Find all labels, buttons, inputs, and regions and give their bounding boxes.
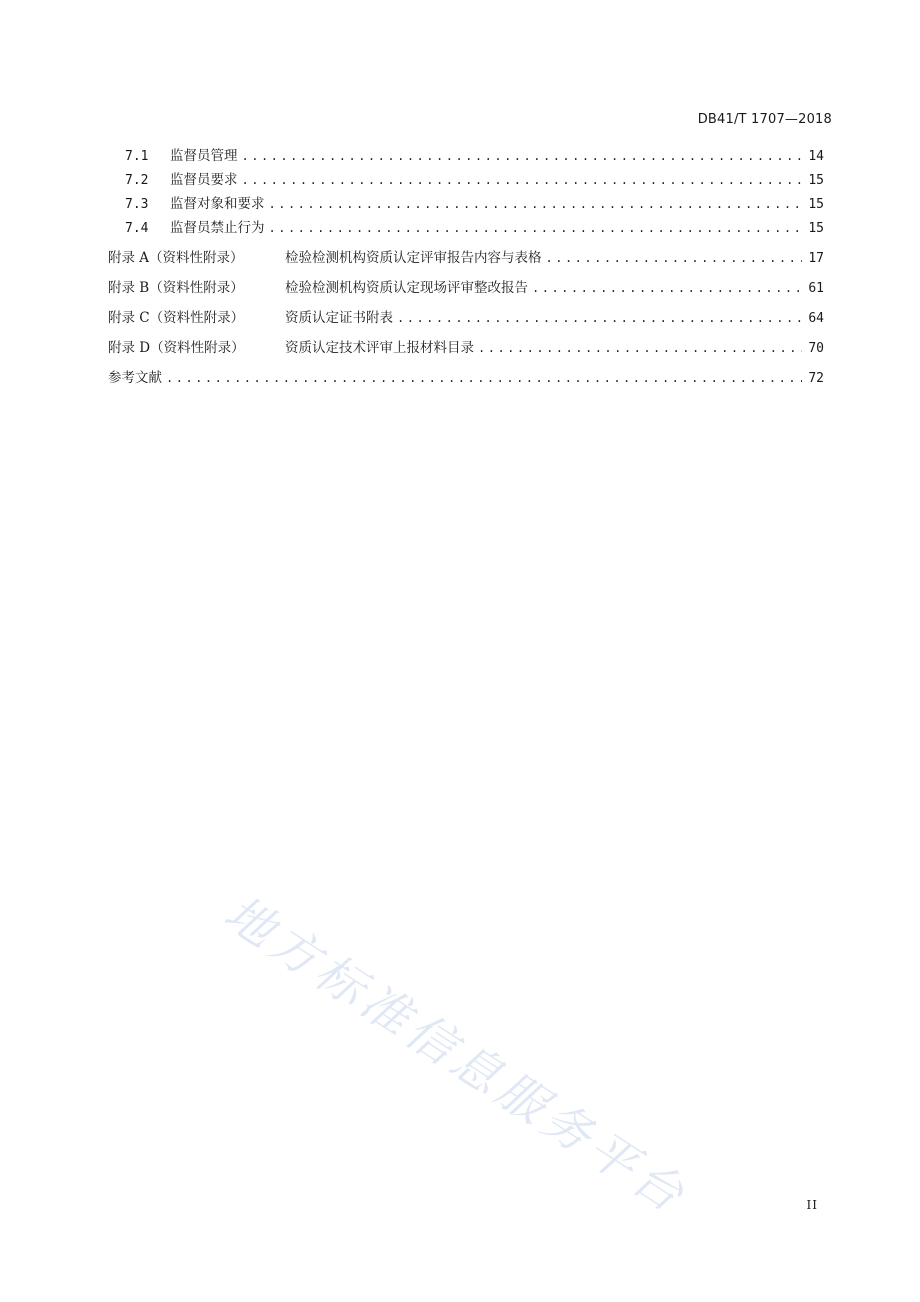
toc-entry-references[interactable] (108, 364, 824, 394)
toc-entry-page: 61 (808, 281, 824, 296)
toc-dot-leader (397, 310, 802, 326)
toc-dot-leader (242, 172, 803, 188)
toc-entry-page: 15 (808, 221, 824, 236)
toc-entry-appendix-a[interactable] (108, 244, 824, 274)
toc-entry-page: 72 (808, 371, 824, 386)
toc-entry-page: 17 (808, 251, 824, 266)
toc-entry-appendix-b[interactable] (108, 274, 824, 304)
toc-entry-number: 附录 D（资料性附录） (108, 340, 245, 356)
toc-entry-title: 监督员要求 (170, 172, 238, 188)
toc-entry-appendix-d[interactable] (108, 334, 824, 364)
toc-entry-title: 检验检测机构资质认定评审报告内容与表格 (285, 250, 542, 266)
document-code: DB41/T 1707—2018 (697, 112, 832, 127)
toc-dot-leader (546, 250, 803, 266)
toc-entry-7-3[interactable] (108, 196, 824, 220)
toc-dot-leader (242, 148, 803, 164)
toc-dot-leader (478, 340, 802, 356)
toc-entry-number: 7.2 (125, 173, 149, 188)
toc-entry-title: 检验检测机构资质认定现场评审整改报告 (285, 280, 528, 296)
page-number: II (806, 1198, 818, 1212)
toc-entry-7-4[interactable] (108, 220, 824, 244)
toc-dot-leader (532, 280, 802, 296)
toc-entry-page: 70 (808, 341, 824, 356)
toc-entry-title: 参考文献 (108, 370, 162, 386)
toc-dot-leader (269, 220, 803, 236)
toc-entry-page: 15 (808, 173, 824, 188)
toc-entry-number: 附录 A（资料性附录） (108, 250, 244, 266)
toc-entry-7-1[interactable] (108, 148, 824, 172)
toc-entry-number: 7.4 (125, 221, 149, 236)
toc-entry-number: 附录 C（资料性附录） (108, 310, 245, 326)
toc-entry-page: 14 (808, 149, 824, 164)
toc-entry-appendix-c[interactable] (108, 304, 824, 334)
toc-dot-leader (269, 196, 803, 212)
toc-entry-number: 7.3 (125, 197, 149, 212)
toc-entry-7-2[interactable] (108, 172, 824, 196)
toc-dot-leader (166, 370, 802, 386)
toc-entry-number: 附录 B（资料性附录） (108, 280, 244, 296)
toc-entry-number: 7.1 (125, 149, 149, 164)
table-of-contents (108, 148, 824, 394)
watermark-text: 地方标准信息服务平台 (214, 884, 698, 1226)
toc-entry-title: 监督对象和要求 (170, 196, 265, 212)
toc-entry-title: 监督员禁止行为 (170, 220, 265, 236)
toc-entry-page: 15 (808, 197, 824, 212)
toc-entry-title: 监督员管理 (170, 148, 238, 164)
toc-entry-title: 资质认定技术评审上报材料目录 (285, 340, 474, 356)
toc-entry-page: 64 (808, 311, 824, 326)
toc-entry-title: 资质认定证书附表 (285, 310, 393, 326)
